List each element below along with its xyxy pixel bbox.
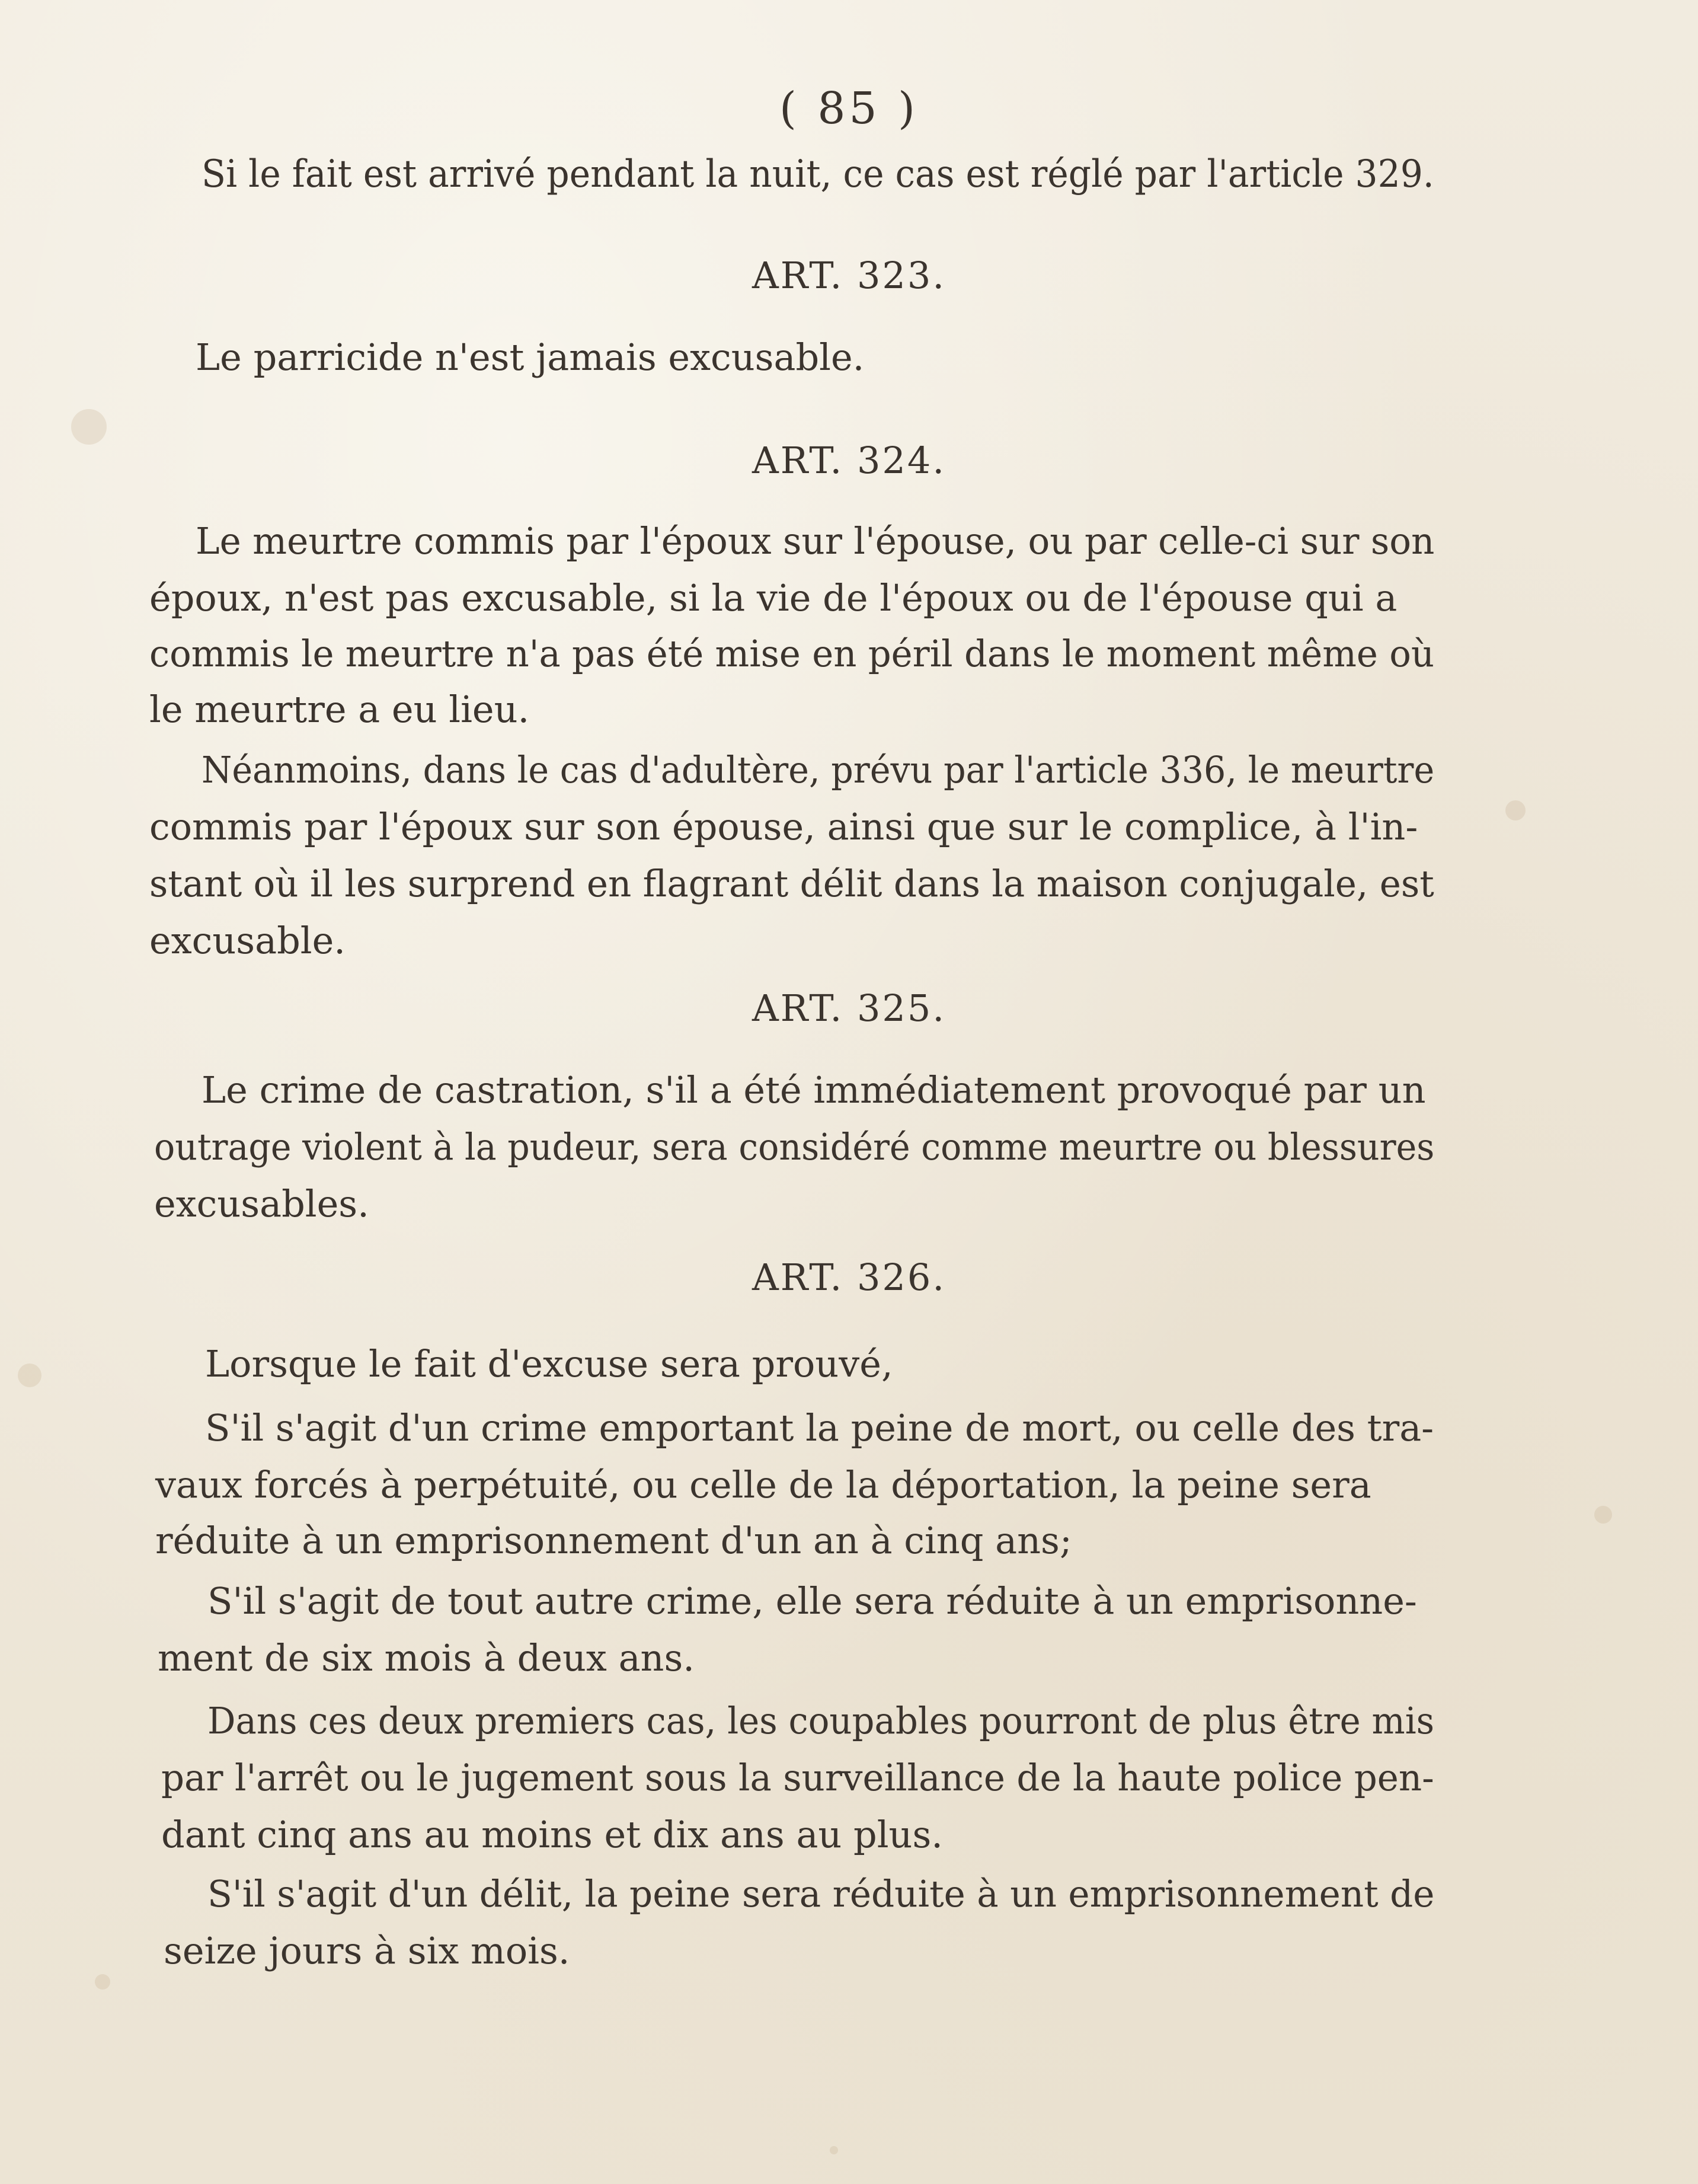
text-line: Le meurtre commis par l'époux sur l'épouse, ou par celle-ci sur son	[196, 519, 1435, 563]
page-number: ( 85 )	[779, 83, 919, 134]
text-line: Dans ces deux premiers cas, les coupables pourront de plus être mis	[207, 1699, 1435, 1742]
text-line: ment de six mois à deux ans.	[158, 1636, 695, 1679]
text-line: excusables.	[154, 1182, 369, 1225]
text-line: le meurtre a eu lieu.	[149, 688, 530, 731]
foxing-spot	[830, 2146, 838, 2154]
text-line: dant cinq ans au moins et dix ans au plus.	[161, 1813, 944, 1856]
text-line: excusable.	[149, 919, 346, 962]
text-line: par l'arrêt ou le jugement sous la surveillance de la haute police pen-	[161, 1756, 1434, 1799]
text-line: époux, n'est pas excusable, si la vie de l'époux ou de l'épouse qui a	[149, 576, 1398, 620]
article-heading: ART. 325.	[752, 986, 946, 1030]
article-heading: ART. 324.	[752, 439, 946, 482]
text-line: Si le fait est arrivé pendant la nuit, ce cas est réglé par l'article 329.	[202, 152, 1434, 196]
text-line: vaux forcés à perpétuité, ou celle de la déportation, la peine sera	[155, 1463, 1371, 1506]
foxing-spot	[1594, 1506, 1612, 1524]
foxing-spot	[95, 1974, 110, 1990]
text-line: Le parricide n'est jamais excusable.	[196, 336, 865, 379]
article-heading: ART. 326.	[752, 1256, 946, 1299]
text-line: seize jours à six mois.	[164, 1929, 570, 1972]
text-line: S'il s'agit d'un délit, la peine sera réduite à un emprisonnement de	[207, 1872, 1435, 1915]
text-line: commis par l'époux sur son épouse, ainsi que sur le complice, à l'in-	[149, 805, 1418, 848]
text-line: outrage violent à la pudeur, sera considéré comme meurtre ou blessures	[154, 1125, 1435, 1168]
text-line: Lorsque le fait d'excuse sera prouvé,	[205, 1342, 893, 1385]
text-line: S'il s'agit de tout autre crime, elle sera réduite à un emprisonne-	[207, 1579, 1417, 1623]
foxing-spot	[18, 1364, 41, 1387]
text-line: réduite à un emprisonnement d'un an à cinq ans;	[155, 1519, 1072, 1562]
text-line: S'il s'agit d'un crime emportant la peine de mort, ou celle des tra-	[205, 1406, 1434, 1449]
text-line: Néanmoins, dans le cas d'adultère, prévu par l'article 336, le meurtre	[202, 748, 1435, 791]
text-line: stant où il les surprend en flagrant délit dans la maison conjugale, est	[149, 862, 1434, 905]
foxing-spot	[1505, 800, 1526, 820]
article-heading: ART. 323.	[752, 254, 946, 297]
text-line: commis le meurtre n'a pas été mise en péril dans le moment même où	[149, 632, 1435, 675]
foxing-spot	[71, 409, 107, 445]
text-line: Le crime de castration, s'il a été immédiatement provoqué par un	[202, 1068, 1426, 1112]
